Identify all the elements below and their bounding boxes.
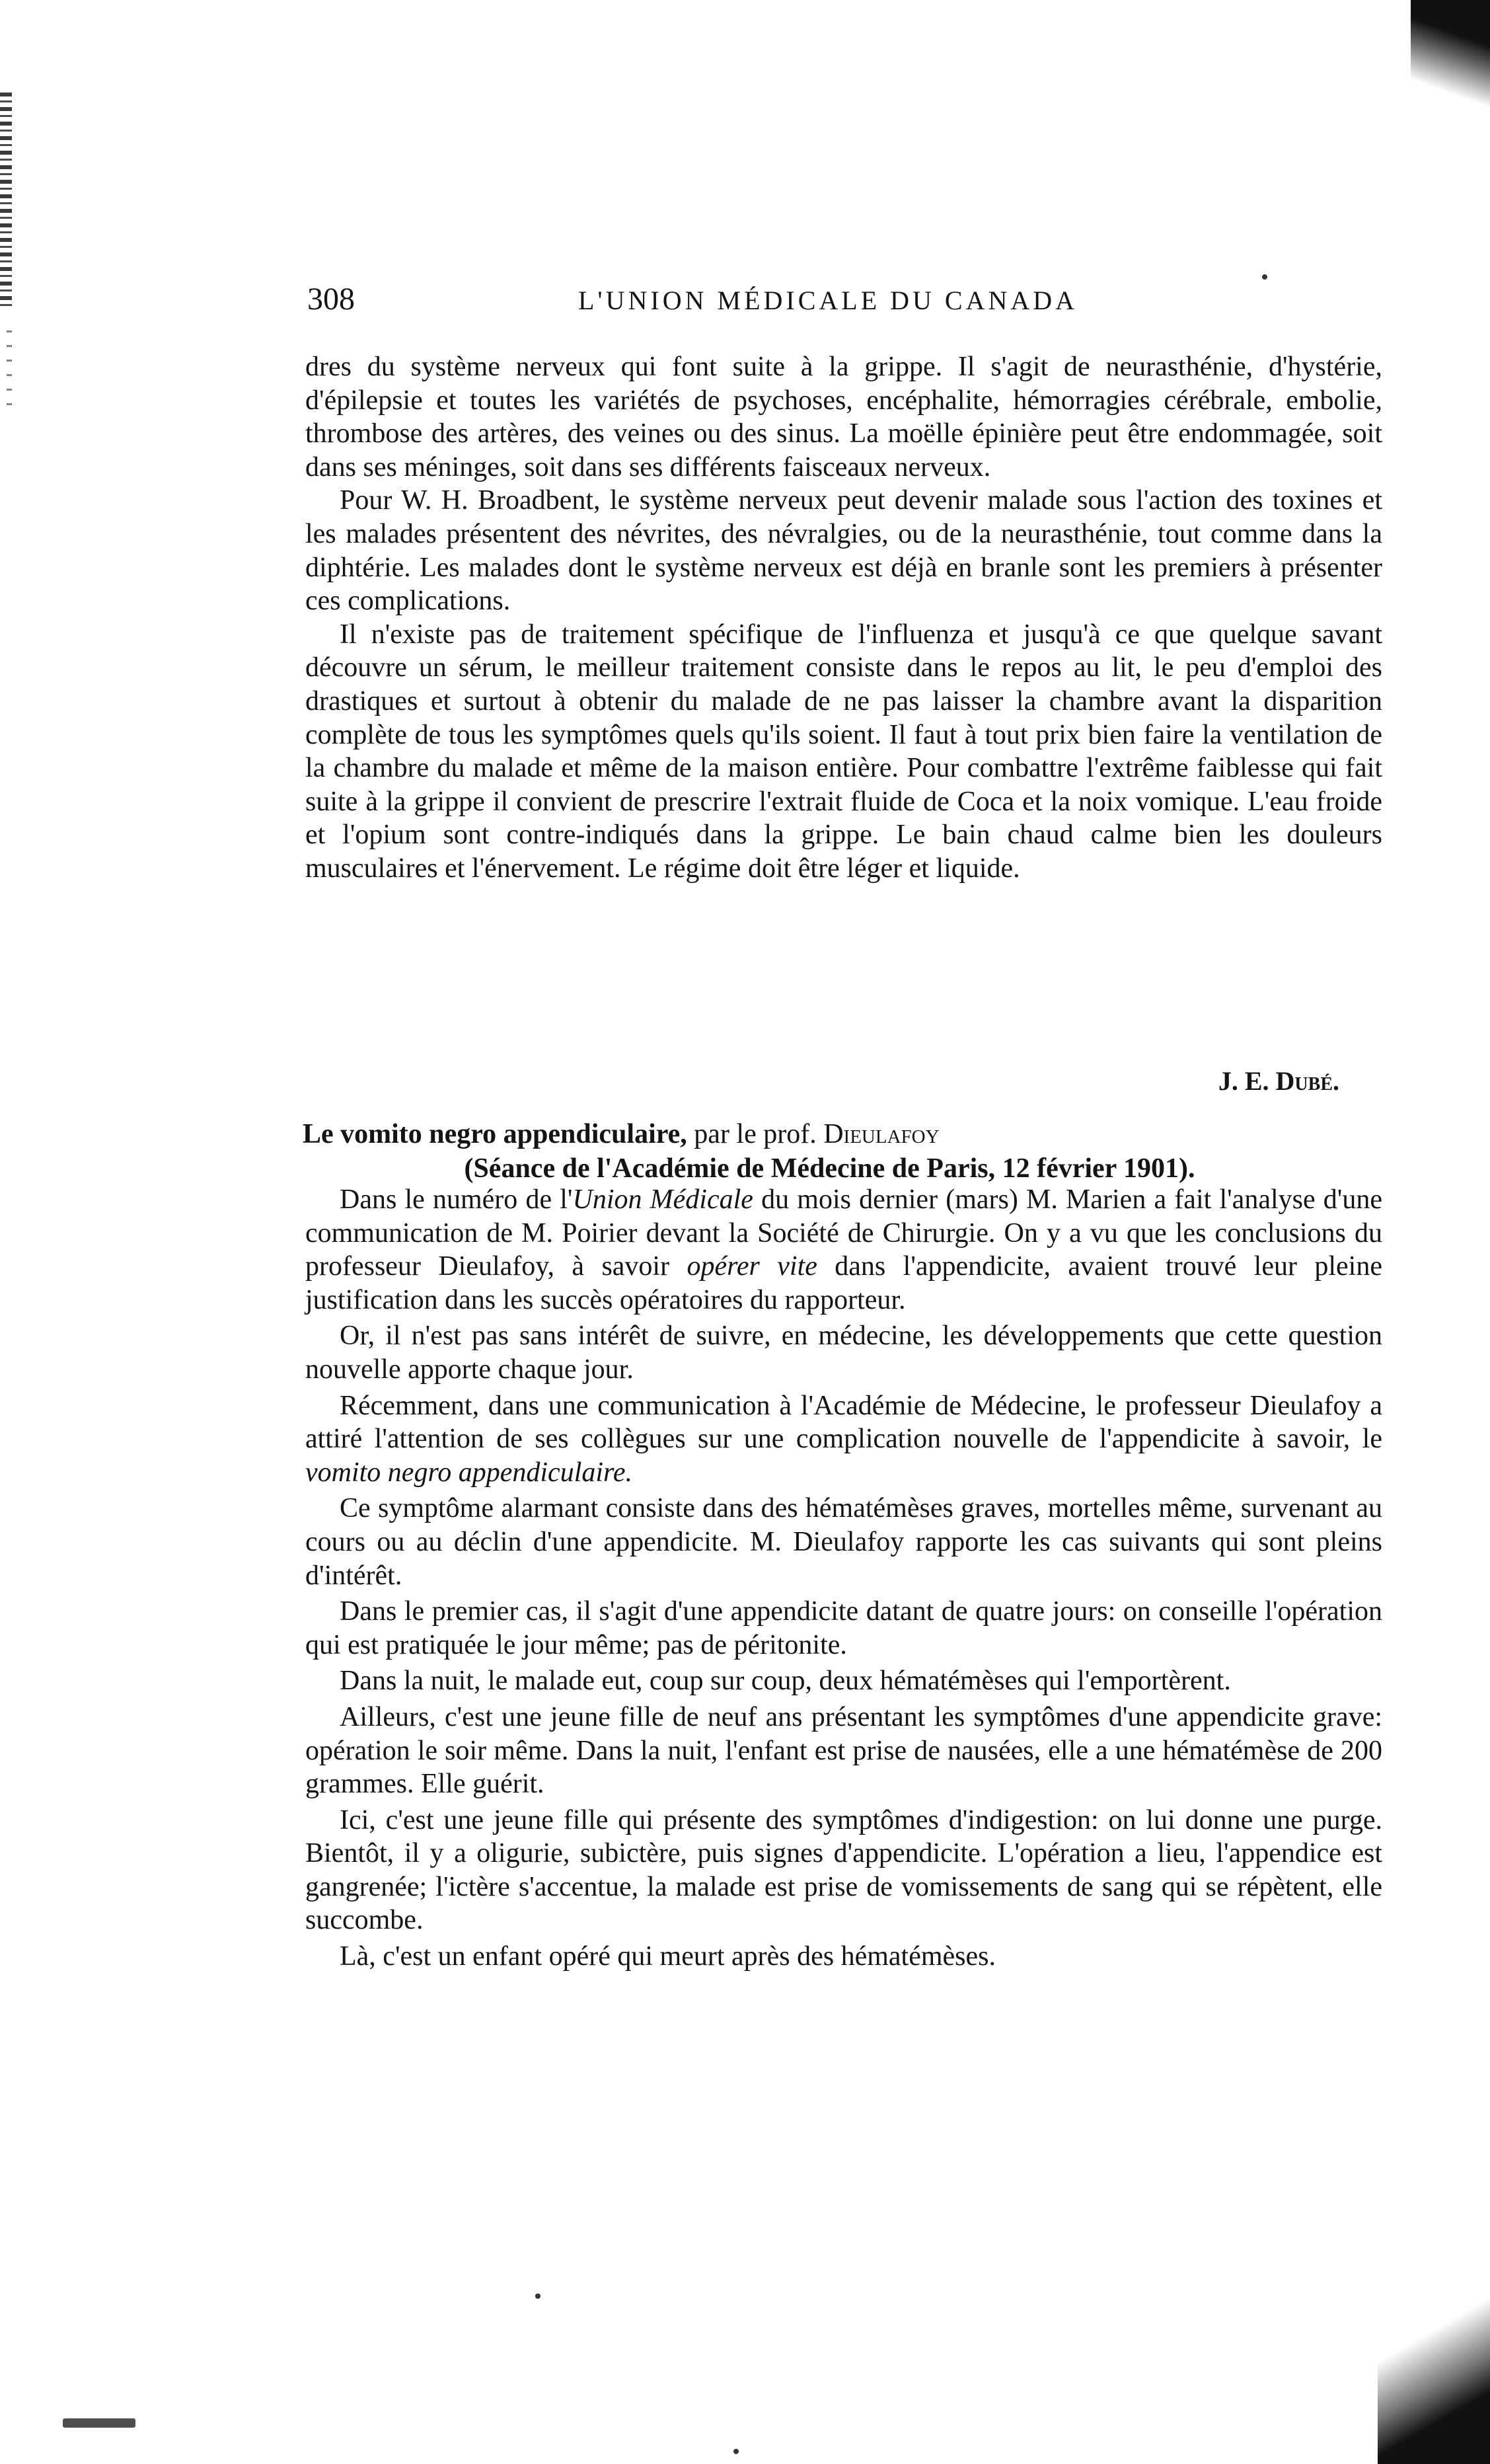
text-block-article	[305, 1183, 1382, 1976]
scan-edge-dots	[7, 330, 12, 410]
quoted-phrase: opérer vite	[687, 1251, 817, 1282]
paragraph: Il n'existe pas de traitement spécifique de l'influenza et jusqu'à ce que quelque savant découvre un sérum, le meilleur traitement consiste dans le repos au lit, le peu d'emploi des drastiques et surtout à obtenir du malade de ne pas laisser la chambre avant la disparition complète de tous les symptômes quels qu'ils soient. Il faut à tout prix bien faire la ventilation de la chambre du malade et même de la maison entière. Pour combattre l'extrême faiblesse qui fait suite à la grippe il convient de prescrire l'extrait fluide de Coca et la noix vomique. L'eau froide et l'opium sont contre-indiqués dans la grippe. Le bain chaud calme bien les douleurs musculaires et l'énervement. Le régime doit être léger et liquide.	[305, 619, 1382, 884]
scan-speck	[1262, 274, 1267, 280]
scan-mark-bottom-left	[63, 2418, 135, 2428]
medical-term: vomito negro appendiculaire.	[305, 1457, 632, 1488]
paragraph: dres du système nerveux qui font suite à la grippe. Il s'agit de neurasthénie, d'hystérie, d'épilepsie et toutes les variétés de psychoses, encéphalite, hémorragies cérébrale, embolie, thrombose des artères, des veines ou des sinus. La moëlle épinière peut être endommagée, soit dans ses méninges, soit dans ses différents faisceaux nerveux.	[305, 352, 1382, 482]
page-number: 308	[307, 282, 355, 317]
paragraph: Ailleurs, c'est une jeune fille de neuf ans présentant les symptômes d'une appendicite grave: opération le soir même. Dans la nuit, l'enfant est prise de nausées, elle a une hématémèse de 200 grammes. Elle guérit.	[305, 1701, 1382, 1800]
journal-name: Union Médicale	[572, 1184, 753, 1215]
paragraph: Or, il n'est pas sans intérêt de suivre, en médecine, les développements que cette question nouvelle apporte chaque jour.	[305, 1321, 1382, 1385]
signature-initials: J. E.	[1218, 1066, 1269, 1096]
paragraph: Là, c'est un enfant opéré qui meurt après des hématémèses.	[340, 1941, 996, 1972]
text-block-top	[305, 350, 1382, 886]
scan-shadow-bottom-right	[1378, 2272, 1490, 2464]
paragraph: Récemment, dans une communication à l'Académie de Médecine, le professeur Dieulafoy a attiré l'attention de ses collègues sur une complication nouvelle de l'appendicite à savoir, le vomito negro appendiculaire.	[305, 1390, 1382, 1488]
article-heading	[303, 1117, 1383, 1186]
paragraph: Pour W. H. Broadbent, le système nerveux peut devenir malade sous l'action des toxines et les malades présentent des névrites, des névralgies, ou de la neurasthénie, tout comme dans la diphtérie. Les malades dont le système nerveux est déjà en branle sont les premiers à présenter ces complications.	[305, 485, 1382, 617]
paragraph: Dans le numéro de l'Union Médicale du mois dernier (mars) M. Marien a fait l'analyse d'une communication de M. Poirier devant la Société de Chirurgie. On y a vu que les conclusions du professeur Dieulafoy, à savoir opérer vite dans l'appendicite, avaient trouvé leur pleine justification dans les succès opératoires du rapporteur.	[305, 1184, 1383, 1315]
author-signature	[1218, 1065, 1339, 1097]
scan-edge-left	[0, 93, 12, 311]
page-header	[307, 281, 1424, 334]
paragraph: Ici, c'est une jeune fille qui présente des symptômes d'indigestion: on lui donne une purge. Bientôt, il y a oligurie, subictère, puis signes d'appendicite. L'opération a lieu, l'appendice est gangrenée; l'ictère s'accentue, la malade est prise de vomissements de sang qui se répètent, elle succombe.	[305, 1804, 1382, 1936]
article-by: par le prof.	[694, 1119, 817, 1149]
scan-speck	[535, 2293, 540, 2299]
paragraph: Ce symptôme alarmant consiste dans des hématémèses graves, mortelles même, survenant au cours ou au déclin d'une appendicite. M. Dieulafoy rapporte les cas suivants qui sont pleins d'intérêt.	[305, 1493, 1382, 1591]
scan-speck	[733, 2449, 739, 2454]
article-session: (Séance de l'Académie de Médecine de Paris, 12 février 1901).	[464, 1153, 1195, 1184]
paragraph: Dans le premier cas, il s'agit d'une appendicite datant de quatre jours: on conseille l'opération qui est pratiquée le jour même; pas de péritonite.	[305, 1596, 1382, 1660]
article-title: Le vomito negro appendiculaire,	[303, 1119, 687, 1149]
paragraph: Dans la nuit, le malade eut, coup sur coup, deux hématémèses qui l'emportèrent.	[340, 1666, 1231, 1697]
scan-shadow-top-right	[1411, 0, 1490, 126]
article-author: Dieulafoy	[823, 1119, 940, 1149]
signature-surname: Dubé.	[1275, 1066, 1339, 1096]
running-title: L'UNION MÉDICALE DU CANADA	[578, 286, 1078, 315]
